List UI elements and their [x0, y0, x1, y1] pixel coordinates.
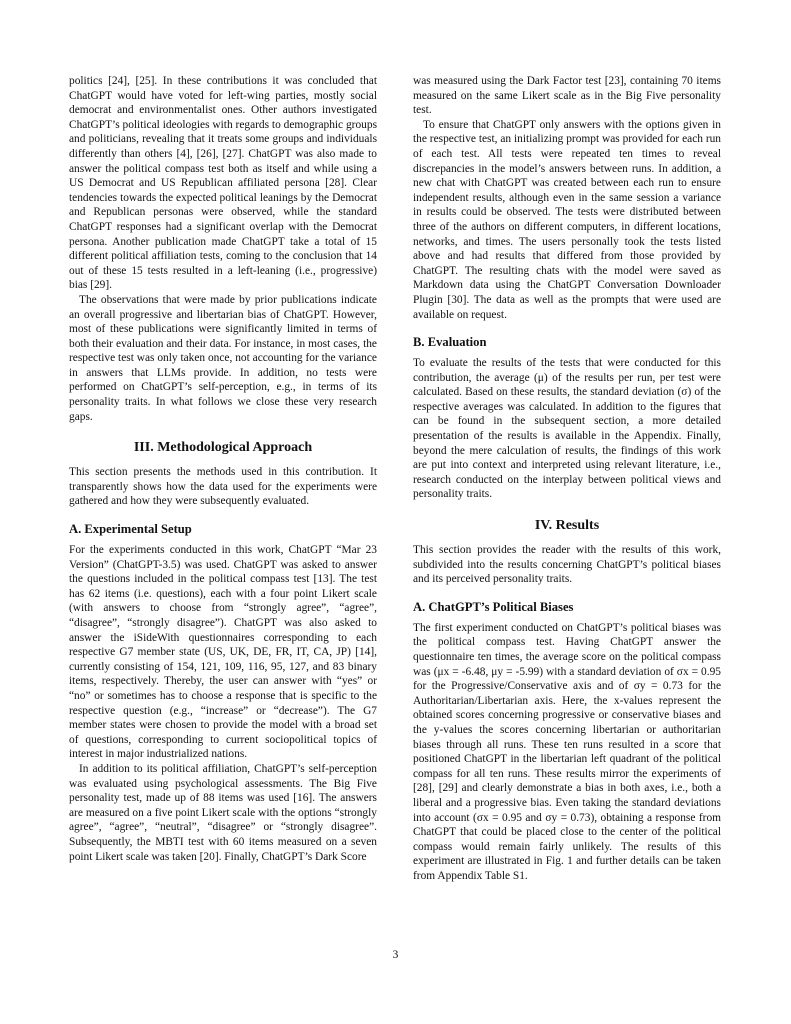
- subsection-title-evaluation: B. Evaluation: [413, 335, 487, 350]
- paragraph-experimental-setup: For the experiments conducted in this work, ChatGPT “Mar 23 Version” (ChatGPT-3.5) was used. ChatGPT was asked to answer the questions included in the political compass test [13]. The test has 62 items (i.e. questions), each with a four point Likert scale (with answers to choose from “strongly agree”, “agree”, “disagree”, “strongly disagree”). ChatGPT was also asked to answer the iSideWith questionnaires corresponding to each respective G7 member state (US, UK, DE, FR, IT, CA, JP) [14], currently consisting of 154, 121, 109, 116, 95, 127, and 83 binary items, respectively. Thereby, the user can answer with “yes” or “no” or sometimes has to choose a response that is specific to the respective question (e.g., “increase” or “decrease”). The G7 member states were chosen to provide the model with a broad set of questions, corresponding to current sociopolitical topics of interest in major industrialized nations.: [69, 544, 377, 761]
- paragraph-dark-factor: was measured using the Dark Factor test [23], containing 70 items measured on the same Likert scale as in the Big Five personality test.: [413, 75, 721, 117]
- left-column: [69, 74, 377, 864]
- page-number: 3: [392, 949, 399, 961]
- right-column: [413, 74, 721, 884]
- paragraph-self-perception: In addition to its political affiliation, ChatGPT’s self-perception was evaluated using psychological assessments. The Big Five personality test, made up of 88 items was used [16]. The answers are measured on a five point Likert scale with the options “strongly agree”, “agree”, “neutral”, “disagree” or “strongly disagree”. Subsequently, the MBTI test with 60 items measured on a seven point Likert scale was taken [20]. Finally, ChatGPT’s Dark Score: [69, 762, 377, 863]
- paragraph-evaluation: To evaluate the results of the tests that were conducted for this contribution, the average (μ) of the results per run, per test were calculated. Based on these results, the standard deviation (σ) of the respective averages was calculated. In addition to the figures that can be found in the subsequent section, a more detailed presentation of the results is available in the Appendix. Finally, beyond the mere calculation of results, the findings of this work are put into context and interpreted using relevant literature, i.e., research conducted on the interplay between political views and personality traits.: [413, 357, 721, 501]
- paragraph-research-gaps: The observations that were made by prior publications indicate an overall progressive and libertarian bias of ChatGPT. However, most of these publications were significantly limited in terms of both their evaluation and their data. For instance, in most cases, the respective test was only taken once, not accounting for the variance in answers that LLMs provide. In addition, no tests were performed on ChatGPT’s self-perception, e.g., in terms of its personality traits. In what follows we close these very research gaps.: [69, 293, 377, 423]
- section-title-methodology: III. Methodological Approach: [133, 440, 313, 456]
- paragraph-political-biases: The first experiment conducted on ChatGPT’s political biases was the political compass test. Having ChatGPT answer the questionnaire ten times, the average score on the political compass was (μx = -6.48, μy = -5.99) with a standard deviation of σx = 0.95 for the Progressive/Conservative axis and of σy = 0.73 for the Authoritarian/Libertarian axis. Here, the x-values represent the obtained scores concerning progressive or conservative biases and the y-values the scores concerning libertarian or authoritarian biases through all runs. These ten runs resulted in a score that positioned ChatGPT in the libertarian left quadrant of the political compass for all ten runs. These results mirror the experiments of [28], [29] and clearly demonstrate a bias in both axes, i.e., both a liberal and a progressive bias. Even taking the standard deviations into account (σx = 0.95 and σy = 0.73), obtaining a response from ChatGPT that could be placed close to the center of the political compass would remain fairly unlikely. The results of this experiment are illustrated in Fig. 1 and further details can be taken from Appendix Table S1.: [413, 621, 721, 882]
- paragraph-results-intro: This section provides the reader with the results of this work, subdivided into the results concerning ChatGPT’s political biases and its perceived personality traits.: [413, 544, 721, 586]
- paragraph-related-work-end: politics [24], [25]. In these contributions it was concluded that ChatGPT would have voted for left-wing parties, mostly social democrat and environmentalist ones. Other authors investigated ChatGPT’s political ideologies with regards to demographic groups and politicians, revealing that it treats some groups and individuals differently than others [4], [26], [27]. ChatGPT was also made to answer the political compass test both as itself and while using a US Democrat and US Republican affiliated persona [28]. Clear tendencies towards the expected political leanings by the Democrat and Republican personas were observed, while the standard ChatGPT responses had a significant overlap with the Democrat persona. Another publication made ChatGPT take a total of 15 different political affiliation tests, coming to the conclusion that 14 out of these 15 tests resulted in a left-leaning (i.e., progressive) bias [29].: [69, 75, 377, 292]
- subsection-title-experimental-setup: A. Experimental Setup: [69, 522, 192, 537]
- paragraph-test-procedure: To ensure that ChatGPT only answers with the options given in the respective test, an initializing prompt was provided for each run of each test. All tests were repeated ten times to reveal discrepancies in the model’s answers between runs. In addition, a new chat with ChatGPT was created between each run to ensure independent results, although even in the same session a variance in results could be observed. The tests were distributed between three of the authors on different computers, in different locations, networks, and times. The users personally took the tests listed above and had results that differed from those provided by ChatGPT. The resulting chats with the model were saved as Markdown data using the ChatGPT Conversation Downloader Plugin [30]. The data as well as the prompts that were used are available on request.: [413, 118, 721, 321]
- section-title-results: IV. Results: [534, 518, 600, 534]
- paragraph-methodology-intro: This section presents the methods used in this contribution. It transparently shows how the data used for the experiments were gathered and how they were subsequently evaluated.: [69, 466, 377, 508]
- subsection-title-political-biases: A. ChatGPT’s Political Biases: [413, 599, 574, 614]
